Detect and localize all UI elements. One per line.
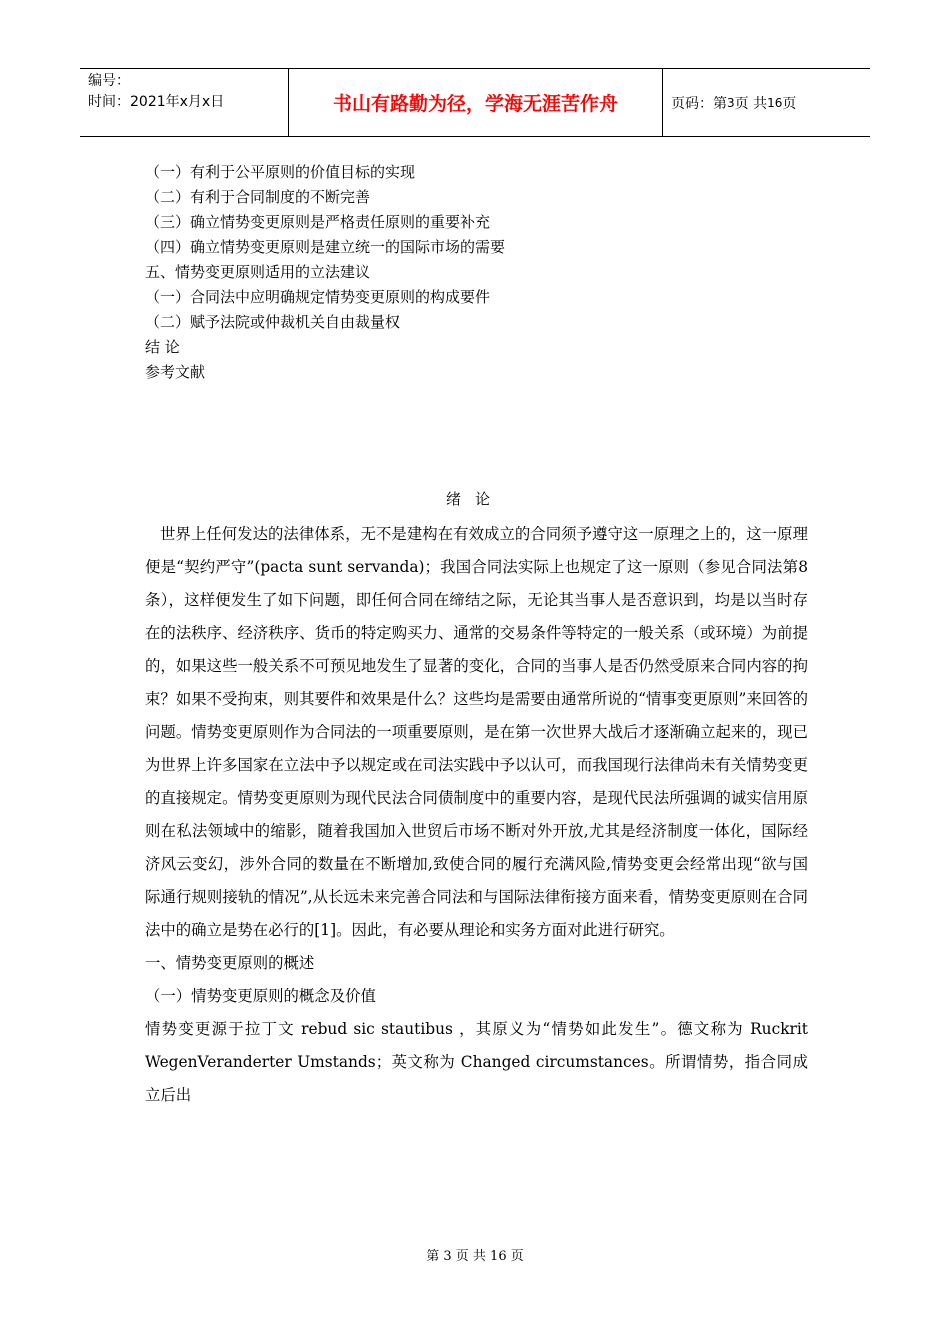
page-footer: 第 3 页 共 16 页 [426,1249,524,1264]
toc-item: 五、情势变更原则适用的立法建议 [145,263,371,281]
number-label: 编号： [88,73,130,89]
page-total: 16 [767,95,783,110]
toc-item: 参考文献 [145,363,206,381]
heading-level1: 一、情势变更原则的概述 [145,954,315,972]
header-info-cell [80,69,289,136]
heading-level2: （一）情势变更原则的概念及价值 [145,987,376,1005]
body-paragraph: 情势变更源于拉丁文 rebud sic stautibus ，其原义为“情势如此发生”。德文称为 Ruckrit WegenVeranderter Umstands；英文称为 Changed circumstances。所谓情势，指合同成立后出 [145,1020,808,1104]
page-header [80,68,870,137]
toc-item: （四）确立情势变更原则是建立统一的国际市场的需要 [145,238,506,256]
time-label: 时间：2021年x月x日 [88,94,225,110]
toc-item: （二）赋予法院或仲裁机关自由裁量权 [145,313,401,331]
page-suffix: 页 [782,95,797,112]
section-title: 绪论 [445,490,504,508]
table-of-contents [145,160,505,385]
intro-paragraph: 世界上任何发达的法律体系，无不是建构在有效成立的合同须予遵守这一原理之上的，这一原理便是“契约严守”(pacta sunt servanda)；我国合同法实际上也规定了这一原则（参见合同法第8条），这样便发生了如下问题，即任何合同在缔结之际，无论其当事人是否意识到，均是以当时存在的法秩序、经济秩序、货币的特定购买力、通常的交易条件等特定的一般关系（或环境）为前提的，如果这些一般关系不可预见地发生了显著的变化，合同的当事人是否仍然受原来合同内容的拘束？如果不受拘束，则其要件和效果是什么？这些均是需要由通常所说的“情事变更原则”来回答的问题。情势变更原则作为合同法的一项重要原则，是在第一次世界大战后才逐渐确立起来的，现已为世界上许多国家在立法中予以规定或在司法实践中予以认可，而我国现行法律尚未有关情势变更的直接规定。情势变更原则为现代民法合同债制度中的重要内容，是现代民法所强调的诚实信用原则在私法领域中的缩影，随着我国加入世贸后市场不断对外开放,尤其是经济制度一体化，国际经济风云变幻，涉外合同的数量在不断增加,致使合同的履行充满风险,情势变更会经常出现“欲与国际通行规则接轨的情况”,从长远未来完善合同法和与国际法律衔接方面来看，情势变更原则在合同法中的确立是势在必行的[1]。因此，有必要从理论和实务方面对此进行研究。 [145,525,808,939]
toc-item: （二）有利于合同制度的不断完善 [145,188,371,206]
toc-item: （一）有利于公平原则的价值目标的实现 [145,163,416,181]
document-body [145,518,808,1112]
header-motto-cell [289,69,663,136]
toc-item: （一）合同法中应明确规定情势变更原则的构成要件 [145,288,491,306]
page-prefix: 页码：第 [671,95,727,112]
header-page-cell [663,69,870,136]
toc-item: （三）确立情势变更原则是严格责任原则的重要补充 [145,213,491,231]
toc-item: 结 论 [145,338,180,356]
page-current: 3 [727,95,735,110]
motto-text: 书山有路勤为径，学海无涯苦作舟 [332,93,618,115]
page-mid: 页 共 [734,95,768,112]
